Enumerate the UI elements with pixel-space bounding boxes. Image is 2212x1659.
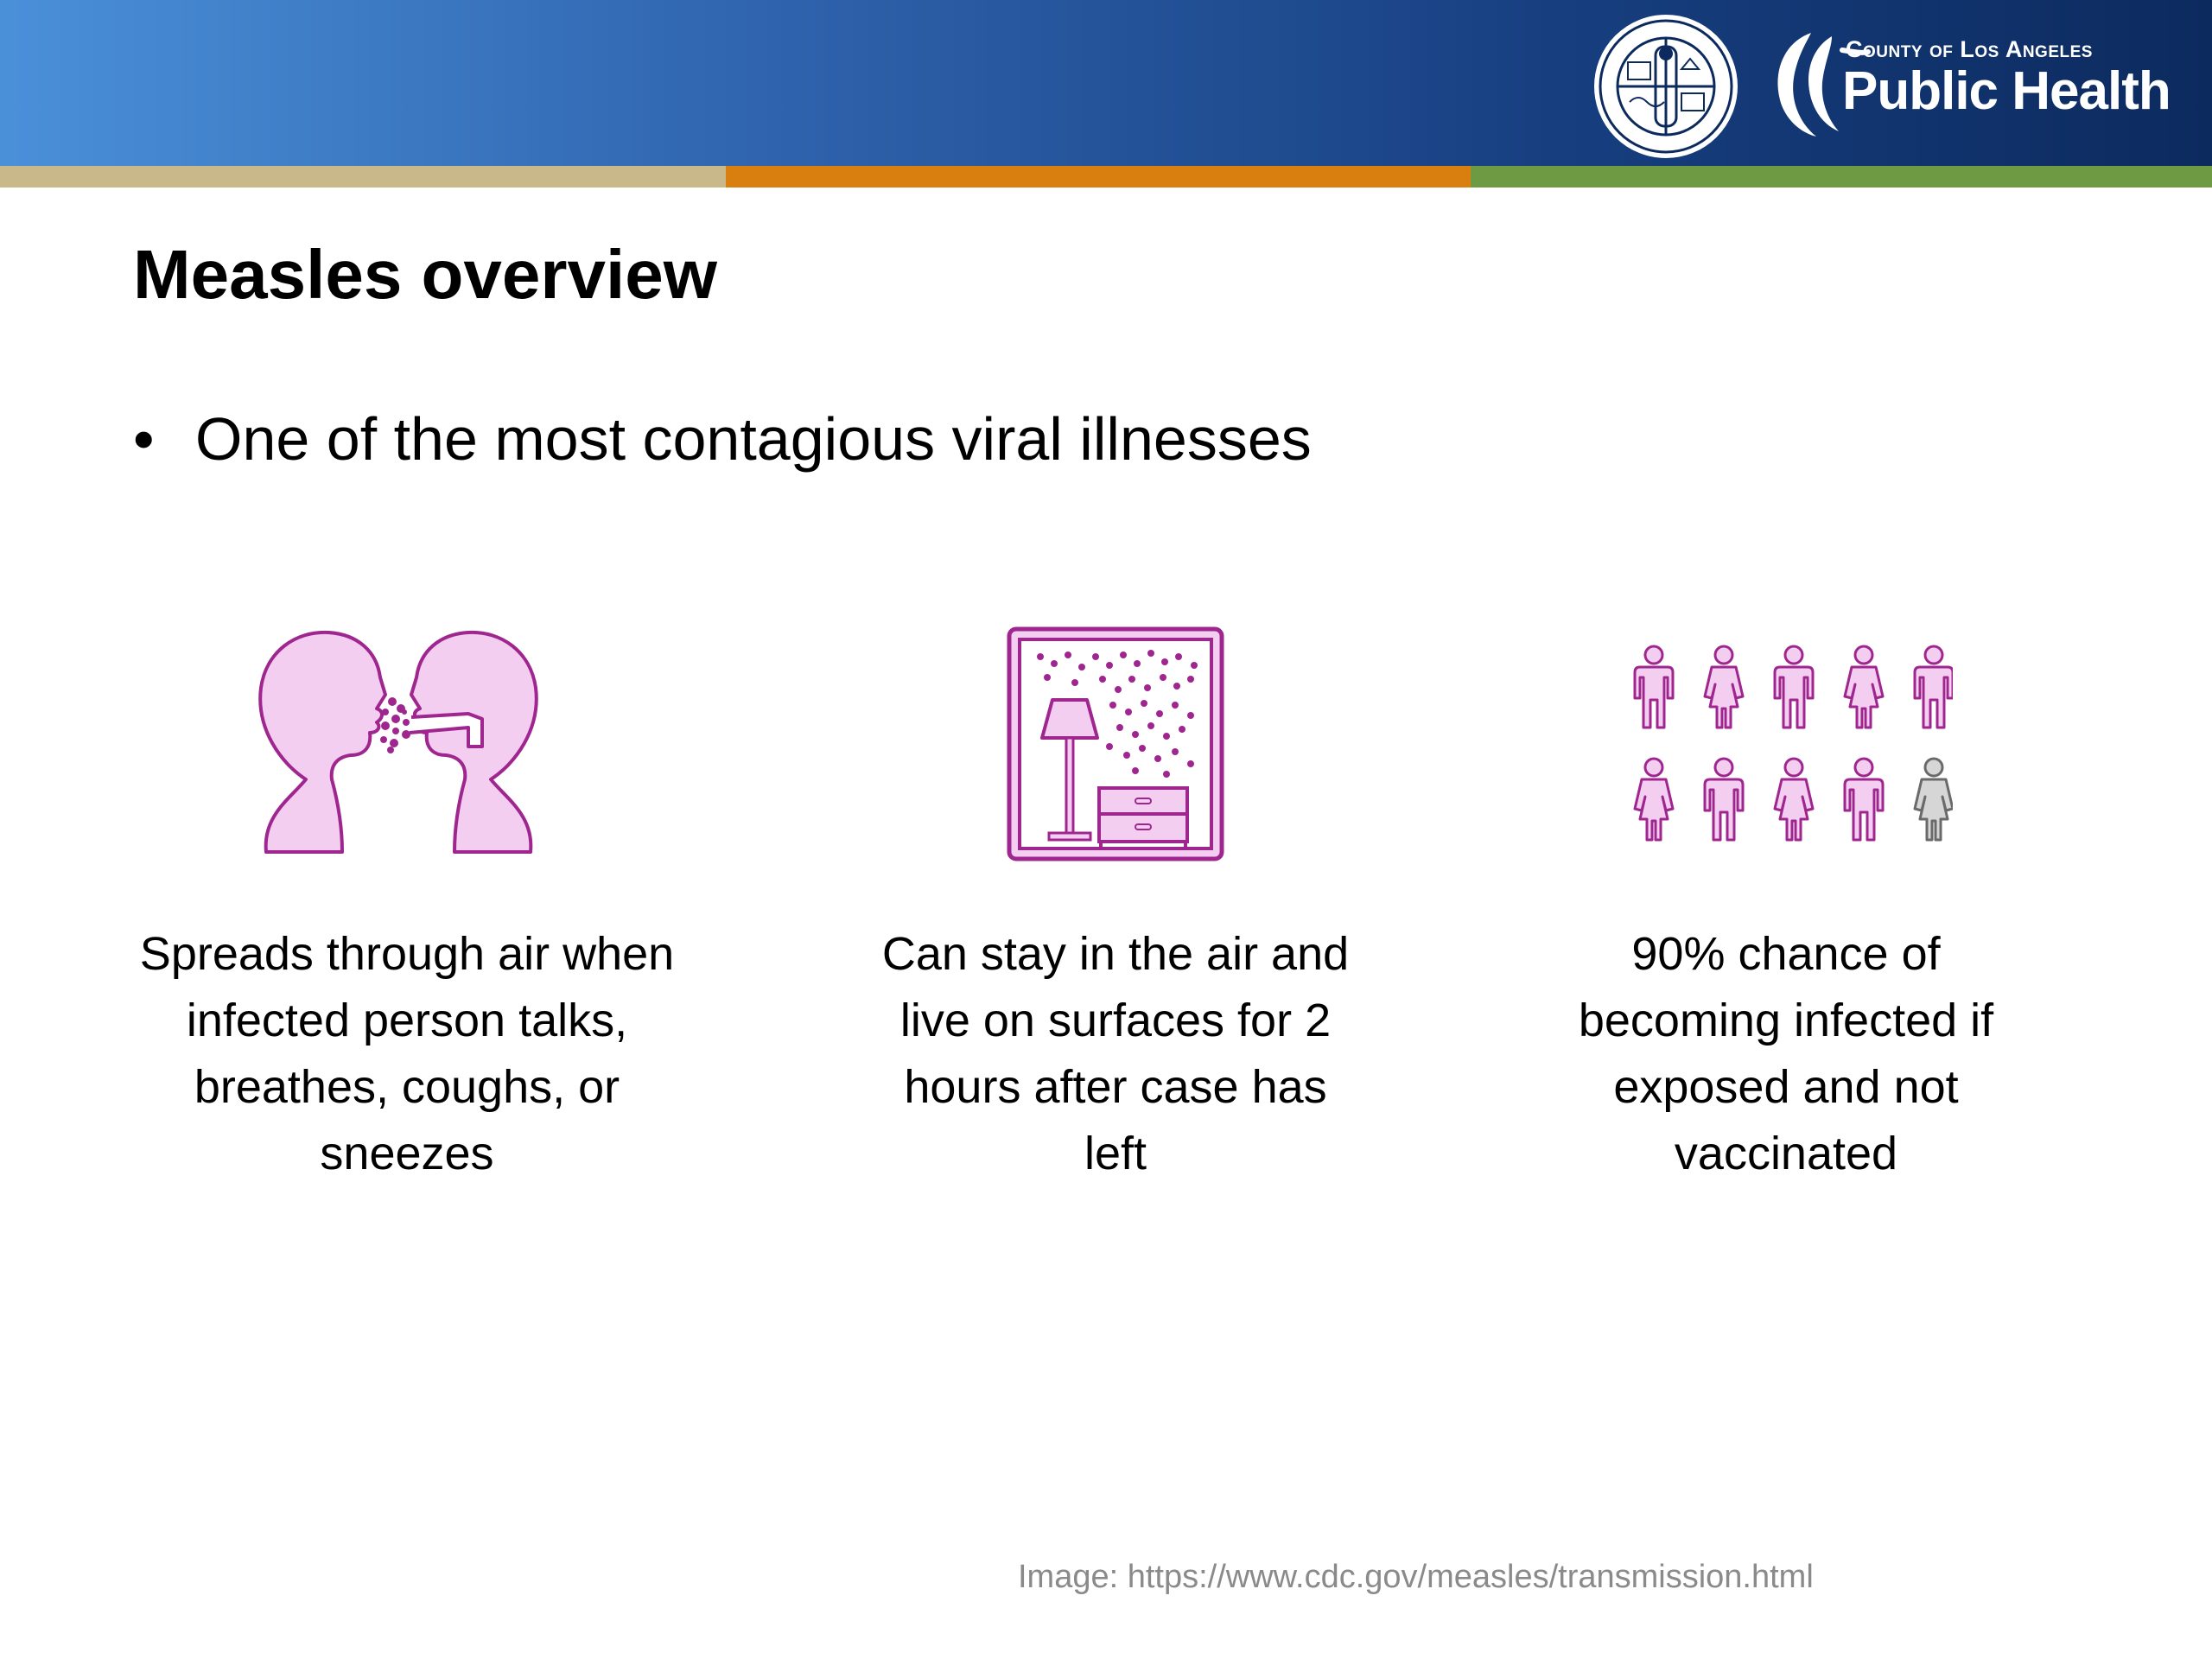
person-infected-icon — [1915, 646, 1953, 728]
county-seal-icon — [1592, 12, 1740, 161]
people-infected-icon — [1619, 639, 1953, 845]
bullet-text: One of the most contagious viral illnesses — [195, 405, 1312, 473]
person-body — [1915, 667, 1953, 728]
person-body — [1635, 779, 1673, 840]
slide-title: Measles overview — [133, 236, 717, 313]
person-uninfected-icon — [1915, 759, 1953, 840]
image-source-citation: Image: https://www.cdc.gov/measles/transmission.html — [1018, 1559, 1814, 1595]
person-body — [1635, 667, 1673, 728]
header-stripe-orange — [726, 166, 1471, 188]
person-body — [1775, 667, 1813, 728]
county-label: County of Los Angeles — [1846, 36, 2093, 62]
person-head — [1785, 759, 1802, 776]
person-head — [1855, 646, 1872, 664]
person-head — [1785, 646, 1802, 664]
header-stripe-green — [1471, 166, 2212, 188]
fact-caption-infection-rate: 90% chance of becoming infected if exposed and not vaccinated — [1578, 928, 1994, 1179]
person-body — [1705, 779, 1743, 840]
person-head — [1925, 759, 1942, 776]
person-infected-icon — [1635, 646, 1673, 728]
person-infected-icon — [1775, 646, 1813, 728]
person-body — [1845, 779, 1883, 840]
person-head — [1645, 759, 1662, 776]
person-head — [1645, 646, 1662, 664]
person-infected-icon — [1845, 759, 1883, 840]
header-stripe-tan — [0, 166, 726, 188]
person-body — [1845, 667, 1883, 728]
person-body — [1705, 667, 1743, 728]
person-infected-icon — [1845, 646, 1883, 728]
fact-caption-spread: Spreads through air when infected person talks, breathes, coughs, or sneezes — [139, 928, 675, 1179]
person-body — [1775, 779, 1813, 840]
person-head — [1855, 759, 1872, 776]
room-airborne-icon — [1006, 626, 1225, 862]
fact-caption-airborne: Can stay in the air and live on surfaces for 2 hours after case has left — [881, 928, 1350, 1179]
person-infected-icon — [1705, 646, 1743, 728]
person-infected-icon — [1635, 759, 1673, 840]
person-head — [1715, 646, 1732, 664]
person-body — [1915, 779, 1953, 840]
person-head — [1715, 759, 1732, 776]
person-head — [1925, 646, 1942, 664]
person-infected-icon — [1705, 759, 1743, 840]
bullet-point-icon: • — [133, 405, 155, 473]
people-breathing-icon — [256, 626, 541, 859]
department-name: Public Health — [1842, 61, 2171, 121]
person-infected-icon — [1775, 759, 1813, 840]
